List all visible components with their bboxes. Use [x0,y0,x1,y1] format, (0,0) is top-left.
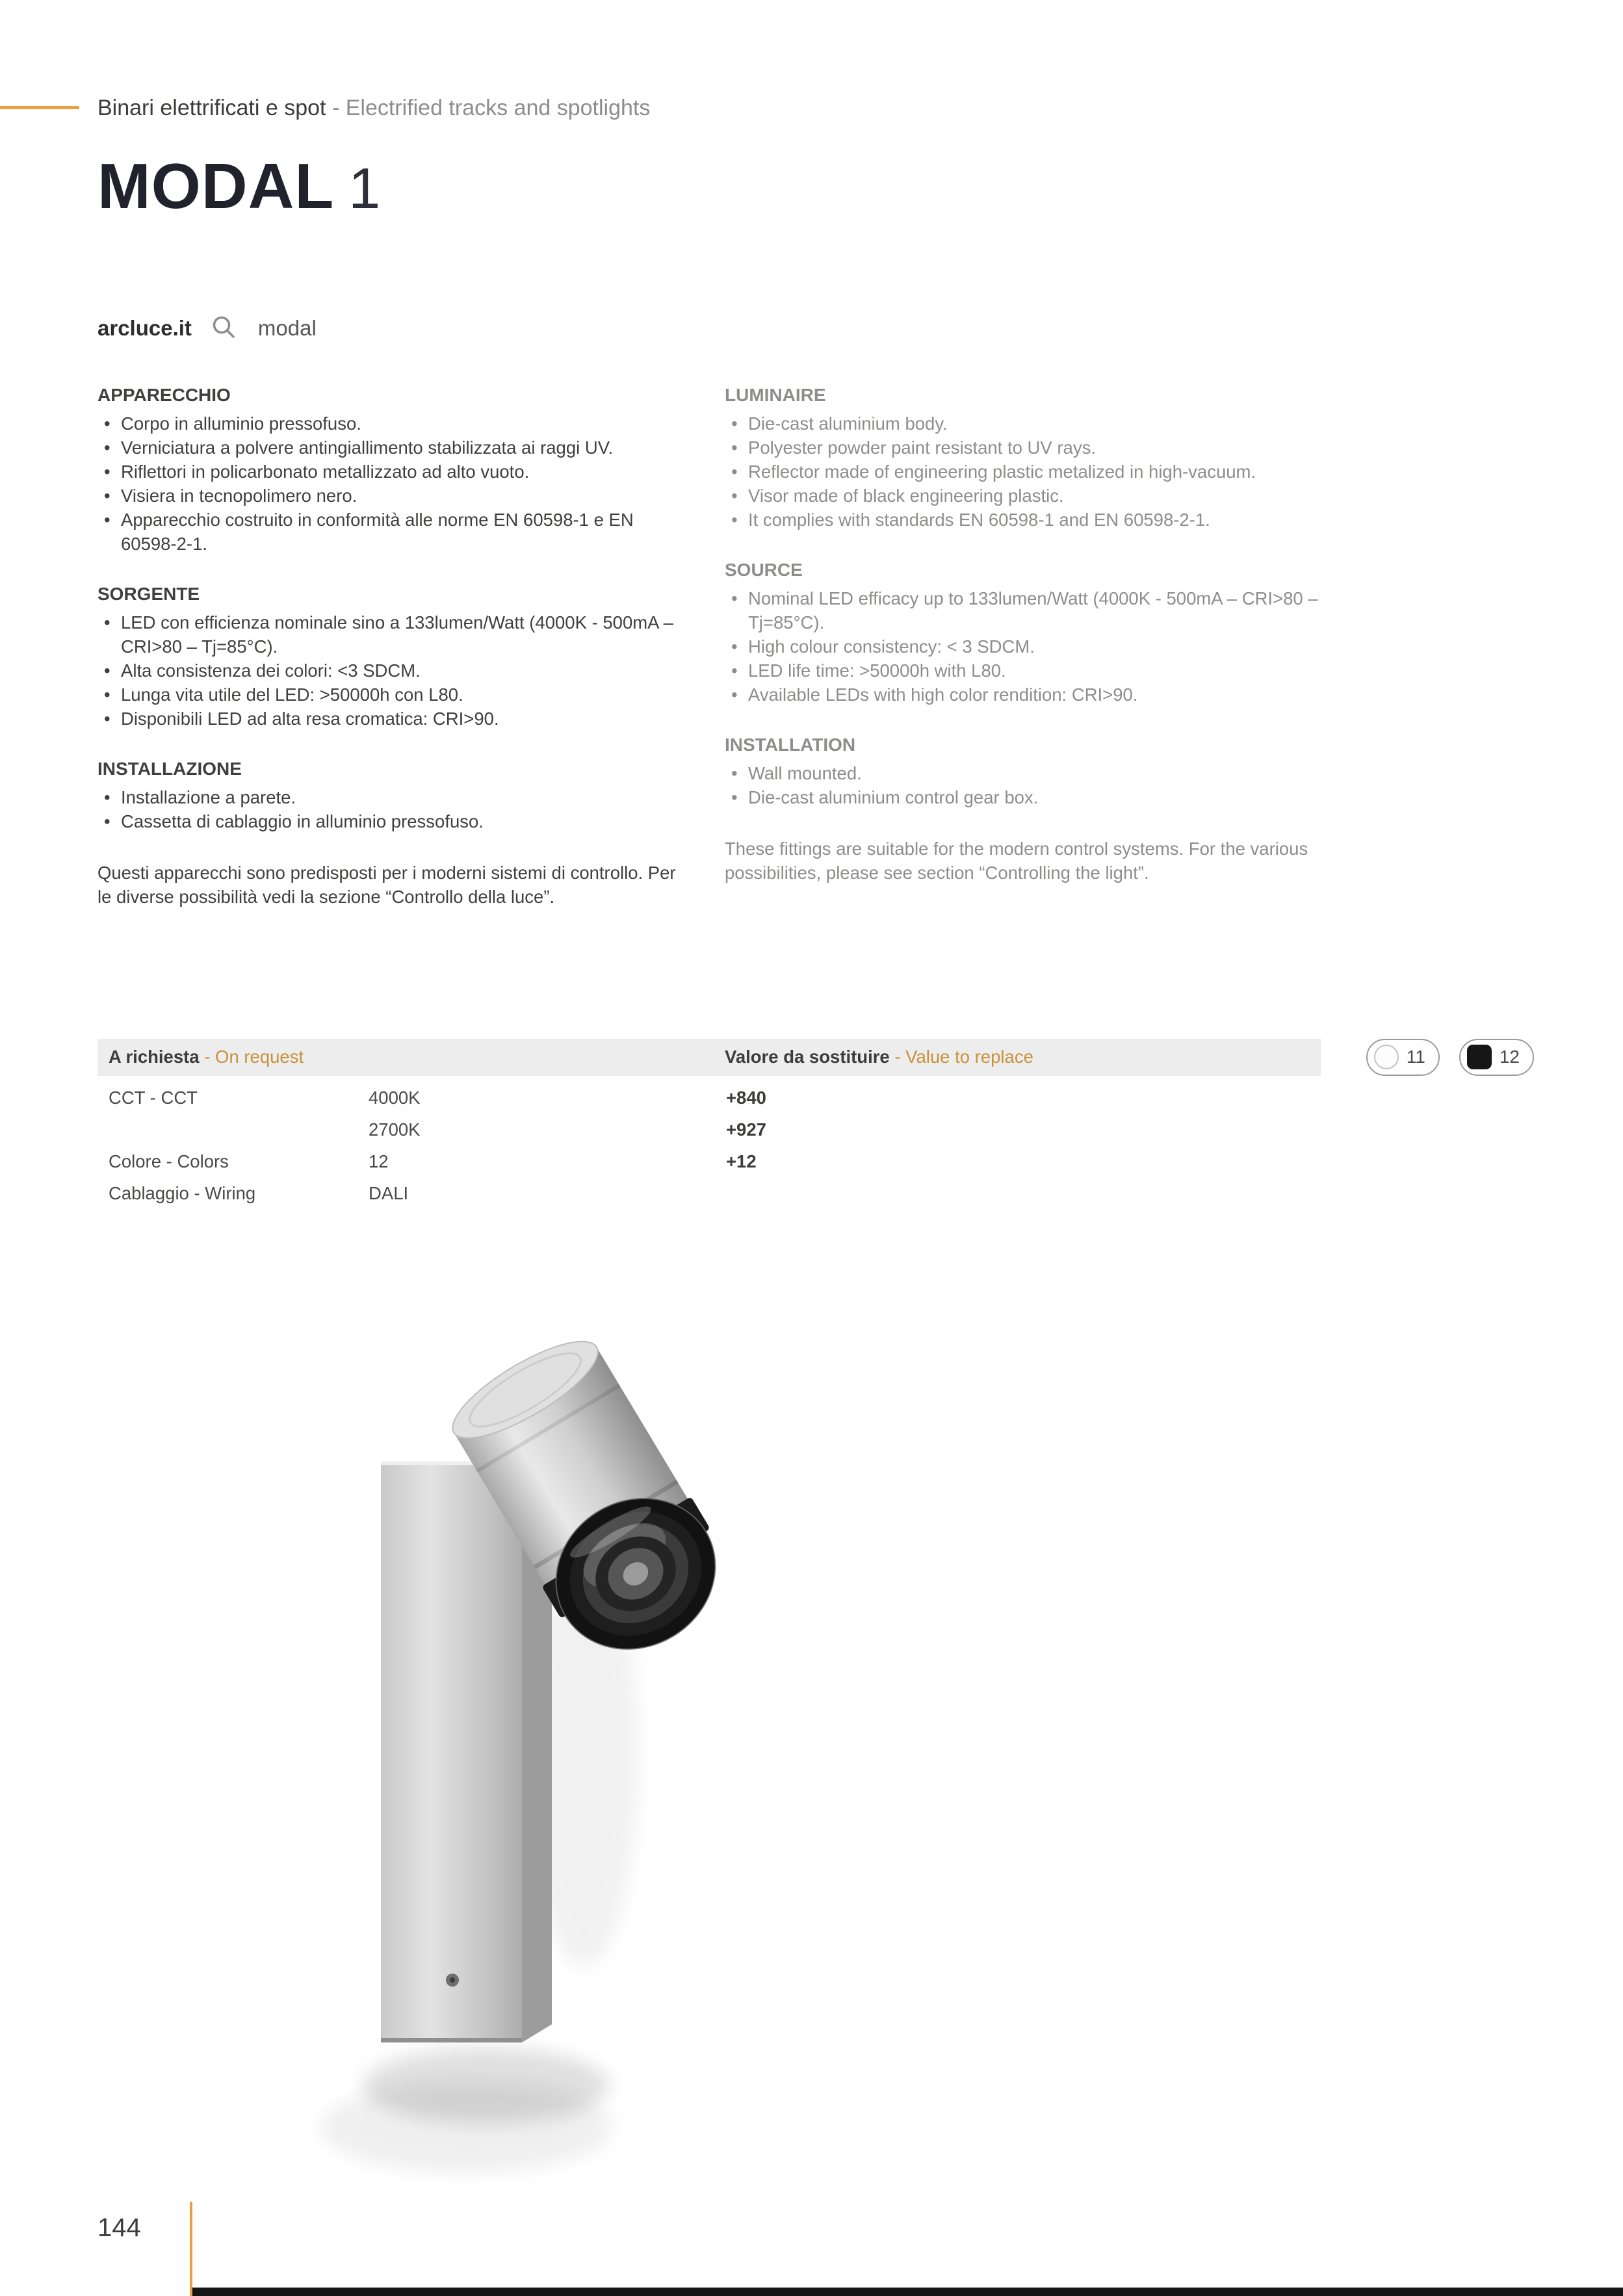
table-row [97,1178,1321,1210]
row-value: 2700K [369,1119,421,1140]
spec-item: • Installazione a parete. [97,785,689,809]
spec-item: • Visor made of black engineering plastic. [725,484,1336,508]
black-finish-swatch-icon [1467,1045,1492,1069]
table-row [97,1146,1321,1178]
footer-bar [192,2288,1623,2296]
category-header [97,0,1534,122]
spec-item: • Nominal LED efficacy up to 133lumen/Watt (4000K - 500mA – CRI>80 – Tj=85°C). [725,586,1336,634]
spec-item: • Corpo in alluminio pressofuso. [97,411,689,436]
product-title [97,150,1534,222]
spec-item: • Visiera in tecnopolimero nero. [97,484,689,508]
header-value-to-replace-it: Valore da sostituire [725,1047,890,1067]
finish-badge-grey [1366,1039,1440,1076]
control-note-it: Questi apparecchi sono predisposti per i moderni sistemi di controllo. Per le diverse possibilità vedi la sezione “Controllo della luce”. [97,862,676,907]
row-label: CCT - CCT [109,1088,198,1108]
spec-item: • Verniciatura a polvere antingiallimento stabilizzata ai raggi UV. [97,436,689,460]
section-heading: SOURCE [725,559,803,580]
header-value-to-replace [725,1047,1033,1067]
finish-badge-number: 11 [1406,1047,1425,1067]
spec-item: • LED life time: >50000h with L80. [725,659,1336,683]
spec-column-english [725,383,1336,909]
spec-item: • Wall mounted. [725,761,1336,785]
spec-item: • Die-cast aluminium control gear box. [725,785,1336,809]
spec-item: • Die-cast aluminium body. [725,411,1336,436]
section-installation [725,733,1336,809]
grey-finish-swatch-icon [1374,1045,1399,1069]
control-note-en: These fittings are suitable for the modern control systems. For the various possibilities, please see section “Controlling the light”. [725,838,1308,883]
spec-item: • Reflector made of engineering plastic metalized in high-vacuum. [725,460,1336,484]
row-replace-code: +12 [726,1151,757,1172]
product-image [311,1325,779,2183]
section-heading: LUMINAIRE [725,384,826,405]
section-apparecchio [97,383,689,556]
category-title-it: Binari elettrificati e spot [97,96,326,120]
category-title-en: - Electrified tracks and spotlights [326,96,651,120]
header-on-request [109,1047,725,1067]
row-replace-code: +927 [726,1119,766,1140]
options-table-header [97,1039,1321,1076]
spec-columns [97,383,1534,909]
header-value-to-replace-en: - Value to replace [889,1047,1033,1067]
section-installazione [97,757,689,833]
row-label: Cablaggio - Wiring [109,1183,256,1204]
spec-column-italian [97,383,725,909]
product-name: MODAL [97,150,335,222]
row-value: DALI [369,1183,409,1204]
table-row [97,1114,1321,1146]
row-label: Colore - Colors [109,1151,229,1172]
page-number: 144 [97,2213,141,2242]
header-on-request-en: - On request [199,1047,304,1067]
row-value: 4000K [369,1088,421,1108]
product-variant: 1 [348,155,382,220]
spec-item: • It complies with standards EN 60598-1 and EN 60598-2-1. [725,508,1336,532]
row-replace-code: +840 [726,1088,766,1108]
section-heading: APPARECCHIO [97,384,231,405]
spec-item: • Cassetta di cablaggio in alluminio pressofuso. [97,809,689,833]
spec-item: • Disponibili LED ad alta resa cromatica: CRI>90. [97,707,689,731]
section-sorgente [97,582,689,731]
section-heading: INSTALLAZIONE [97,758,242,779]
finish-badges [1366,1039,1534,1076]
section-heading: INSTALLATION [725,734,856,755]
section-source [725,558,1336,707]
section-luminaire [725,383,1336,532]
spec-item: • Apparecchio costruito in conformità alle norme EN 60598-1 e EN 60598-2-1. [97,508,689,556]
brand-label: arcluce.it [97,315,192,340]
spec-item: • Polyester powder paint resistant to UV rays. [725,436,1336,460]
options-section [97,1039,1534,1210]
finish-badge-number: 12 [1499,1047,1520,1067]
search-icon [210,314,239,343]
spec-item: • Available LEDs with high color rendition: CRI>90. [725,683,1336,707]
spec-item: • Alta consistenza dei colori: <3 SDCM. [97,659,689,683]
finish-badge-black [1459,1039,1534,1076]
table-row [97,1082,1321,1114]
spec-item: • Riflettori in policarbonato metallizzato ad alto vuoto. [97,460,689,484]
section-heading: SORGENTE [97,583,200,604]
spec-item: • LED con efficienza nominale sino a 133lumen/Watt (4000K - 500mA – CRI>80 – Tj=85°C). [97,610,689,659]
footer-accent-line [190,2202,192,2296]
options-table-body [97,1082,1534,1210]
search-query: modal [257,315,317,340]
spec-item: • High colour consistency: < 3 SDCM. [725,634,1336,659]
row-value: 12 [369,1151,389,1172]
spec-item: • Lunga vita utile del LED: >50000h con L80. [97,683,689,707]
header-on-request-it: A richiesta [109,1047,200,1067]
search-row [97,314,1534,343]
